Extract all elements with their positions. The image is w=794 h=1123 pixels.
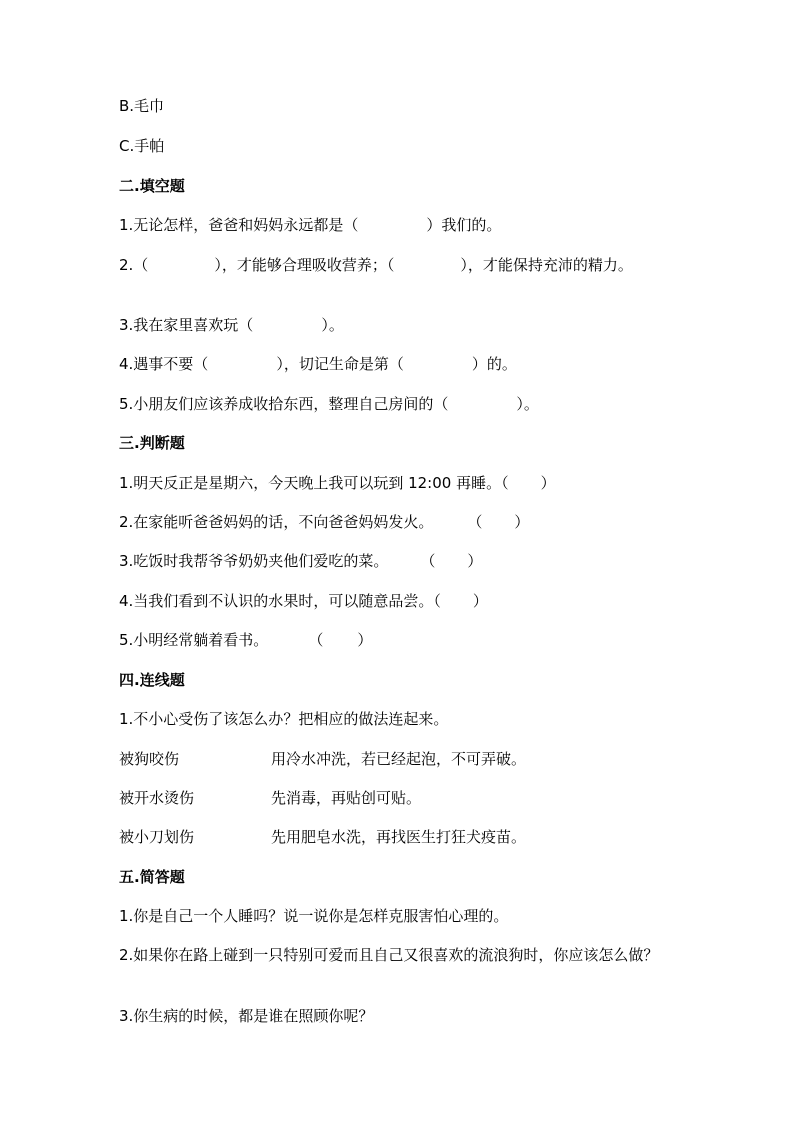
fill-q1-text-b: ）我们的。 — [426, 216, 502, 234]
fill-q3-text-b: ）。 — [321, 316, 344, 334]
short-question-1: 1.你是自己一个人睡吗？说一说你是怎样克服害怕心理的。 — [119, 907, 509, 925]
judge-q5-text-a: 5.小明经常躺着看书。 — [119, 631, 269, 649]
match-question: 1.不小心受伤了该怎么办？把相应的做法连起来。 — [119, 710, 449, 728]
judge-q3-text-b: （ — [420, 552, 436, 570]
fill-q4-text-a: 4.遇事不要（ — [119, 355, 209, 373]
match-left-item-2: 被开水烫伤 — [119, 789, 195, 807]
option-c: C.手帕 — [119, 137, 165, 155]
judge-q2-text-b: （ — [467, 513, 483, 531]
fill-q5-text-b: ）。 — [516, 395, 539, 413]
match-right-item-3: 先用肥皂水洗，再找医生打狂犬疫苗。 — [271, 828, 527, 846]
judge-q2-text-c: ） — [514, 513, 530, 531]
judge-question-5 — [119, 630, 372, 650]
judge-q2-text-a: 2.在家能听爸爸妈妈的话，不向爸爸妈妈发火。 — [119, 513, 434, 531]
fill-q3-text-a: 3.我在家里喜欢玩（ — [119, 316, 254, 334]
option-b: B.毛巾 — [119, 97, 165, 115]
match-right-item-1: 用冷水冲洗，若已经起泡，不可弄破。 — [271, 750, 527, 768]
fill-q5-text-a: 5.小朋友们应该养成收拾东西，整理自己房间的（ — [119, 395, 449, 413]
match-right-item-2: 先消毒，再贴创可贴。 — [271, 789, 422, 807]
judge-q1-text-a: 1.明天反正是星期六，今天晚上我可以玩到 12:00 再睡。（ — [119, 474, 509, 492]
judge-q5-text-b: （ — [308, 631, 324, 649]
judge-question-4 — [119, 591, 488, 611]
fill-q2-text-b: ），才能够合理吸收营养；（ — [214, 256, 395, 274]
section-heading-judge: 三.判断题 — [119, 434, 185, 452]
match-left-item-3: 被小刀划伤 — [119, 828, 195, 846]
short-question-2: 2.如果你在路上碰到一只特别可爱而且自己又很喜欢的流浪狗时，你应该怎么做？ — [119, 946, 659, 964]
judge-question-2 — [119, 512, 529, 532]
fill-question-1 — [119, 215, 501, 235]
fill-q4-text-c: ）的。 — [471, 355, 517, 373]
section-heading-short: 五.简答题 — [119, 868, 185, 886]
section-heading-match: 四.连线题 — [119, 671, 185, 689]
fill-question-4 — [119, 354, 517, 374]
judge-question-3 — [119, 551, 482, 571]
fill-question-3 — [119, 315, 344, 335]
fill-q4-text-b: ），切记生命是第（ — [276, 355, 404, 373]
fill-question-2 — [119, 255, 679, 276]
judge-question-1 — [119, 473, 556, 493]
short-question-3: 3.你生病的时候，都是谁在照顾你呢？ — [119, 1007, 374, 1025]
fill-q2-text-c: ），才能保持充沛的精力。 — [460, 256, 633, 274]
match-left-item-1: 被狗咬伤 — [119, 750, 180, 768]
fill-q1-text-a: 1.无论怎样，爸爸和妈妈永远都是（ — [119, 216, 359, 234]
judge-q3-text-a: 3.吃饭时我帮爷爷奶奶夹他们爱吃的菜。 — [119, 552, 389, 570]
judge-q1-text-b: ） — [540, 474, 556, 492]
judge-q4-text-b: ） — [472, 592, 488, 610]
judge-q4-text-a: 4.当我们看到不认识的水果时，可以随意品尝。（ — [119, 592, 441, 610]
judge-q5-text-c: ） — [357, 631, 373, 649]
judge-q3-text-c: ） — [467, 552, 483, 570]
section-heading-fill: 二.填空题 — [119, 177, 185, 195]
fill-question-5 — [119, 394, 539, 414]
fill-q2-text-a: 2.（ — [119, 256, 149, 274]
